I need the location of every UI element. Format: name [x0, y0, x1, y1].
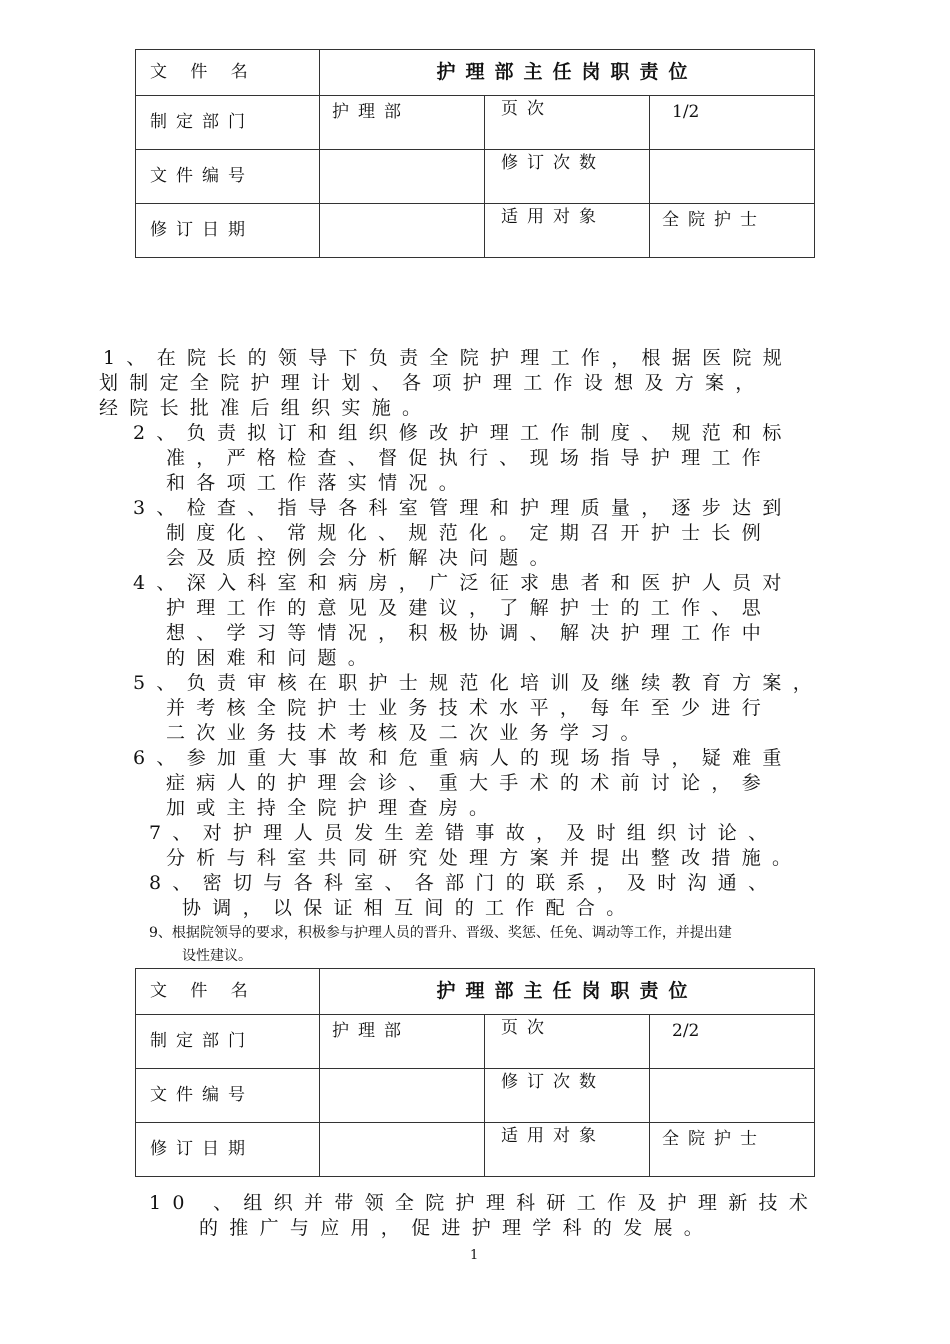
page-value: 1/2 — [650, 96, 815, 150]
duty-6 — [133, 746, 793, 821]
dept-label: 制定部门 — [136, 1015, 320, 1069]
duty-7 — [149, 821, 802, 871]
duty-line: 5、负责审核在职护士规范化培训及继续教育方案， — [133, 672, 823, 694]
duty-9 — [149, 921, 732, 967]
duty-line: 4、深入科室和病房，广泛征求患者和医护人员对 — [133, 572, 793, 594]
rev-count-value — [650, 1069, 815, 1123]
duty-line: 护理工作的意见及建议，了解护士的工作、思 — [166, 597, 773, 619]
duty-line: 想、学习等情况，积极协调、解决护理工作中 — [166, 622, 773, 644]
duty-line: 设性建议。 — [182, 948, 252, 964]
duty-line: 8、密切与各科室、各部门的联系，及时沟通、 — [149, 872, 779, 894]
duty-2 — [133, 421, 793, 496]
dept-value: 护理部 — [320, 96, 485, 150]
duty-8 — [149, 871, 778, 921]
rev-date-value — [320, 204, 485, 258]
rev-count-label: 修订次数 — [485, 1069, 650, 1123]
document-title: 护理部主任岗职责位 — [320, 969, 815, 1015]
duty-1 — [99, 346, 793, 421]
rev-count-label: 修订次数 — [485, 150, 650, 204]
scope-label: 适用对象 — [485, 204, 650, 258]
doc-no-value — [320, 150, 485, 204]
duty-line: 10 、组织并带领全院护理科研工作及护理新技术 — [149, 1192, 820, 1214]
duty-line: 并考核全院护士业务技术水平，每年至少进行 — [166, 697, 773, 719]
duty-line: 6、参加重大事故和危重病人的现场指导，疑难重 — [133, 747, 793, 769]
duty-line: 会及质控例会分析解决问题。 — [166, 547, 560, 569]
duty-line: 制度化、常规化、规范化。定期召开护士长例 — [166, 522, 773, 544]
document-title: 护理部主任岗职责位 — [320, 50, 815, 96]
rev-date-label: 修订日期 — [136, 204, 320, 258]
doc-no-value — [320, 1069, 485, 1123]
duty-line: 3、检查、指导各科室管理和护理质量，逐步达到 — [133, 497, 793, 519]
doc-no-label: 文件编号 — [136, 150, 320, 204]
page-label: 页次 — [485, 96, 650, 150]
duty-line: 9、根据院领导的要求，积极参与护理人员的晋升、晋级、奖惩、任免、调动等工作，并提出建 — [149, 925, 732, 941]
rev-date-value — [320, 1123, 485, 1177]
header-table-2 — [135, 968, 815, 1177]
duty-10 — [149, 1191, 819, 1241]
duty-line: 的困难和问题。 — [166, 647, 379, 669]
duty-line: 7、对护理人员发生差错事故，及时组织讨论、 — [149, 822, 779, 844]
rev-date-label: 修订日期 — [136, 1123, 320, 1177]
dept-value: 护理部 — [320, 1015, 485, 1069]
duty-line: 2、负责拟订和组织修改护理工作制度、规范和标 — [133, 422, 793, 444]
duty-line: 协调，以保证相互间的工作配合。 — [182, 897, 637, 919]
duty-line: 的推广与应用，促进护理学科的发展。 — [199, 1217, 715, 1239]
duty-line: 划制定全院护理计划、各项护理工作设想及方案， — [99, 372, 766, 394]
page-value: 2/2 — [650, 1015, 815, 1069]
duty-3 — [133, 496, 793, 571]
duty-line: 准，严格检查、督促执行、现场指导护理工作 — [166, 447, 773, 469]
rev-count-value — [650, 150, 815, 204]
scope-value: 全院护士 — [650, 1123, 815, 1177]
duty-4 — [133, 571, 793, 671]
dept-label: 制定部门 — [136, 96, 320, 150]
duty-line: 症病人的护理会诊、重大手术的术前讨论，参 — [166, 772, 773, 794]
file-name-label: 文 件 名 — [136, 969, 320, 1015]
duty-line: 1、在院长的领导下负责全院护理工作，根据医院规 — [103, 347, 793, 369]
duty-line: 二次业务技术考核及二次业务学习。 — [166, 722, 651, 744]
duty-line: 经院长批准后组织实施。 — [99, 397, 433, 419]
page-number: 1 — [470, 1248, 479, 1263]
header-table-1 — [135, 49, 815, 258]
duty-line: 分析与科室共同研究处理方案并提出整改措施。 — [166, 847, 803, 869]
scope-value: 全院护士 — [650, 204, 815, 258]
duty-line: 加或主持全院护理查房。 — [166, 797, 500, 819]
page-label: 页次 — [485, 1015, 650, 1069]
duty-5 — [133, 671, 823, 746]
scope-label: 适用对象 — [485, 1123, 650, 1177]
duty-line: 和各项工作落实情况。 — [166, 472, 470, 494]
doc-no-label: 文件编号 — [136, 1069, 320, 1123]
file-name-label: 文 件 名 — [136, 50, 320, 96]
